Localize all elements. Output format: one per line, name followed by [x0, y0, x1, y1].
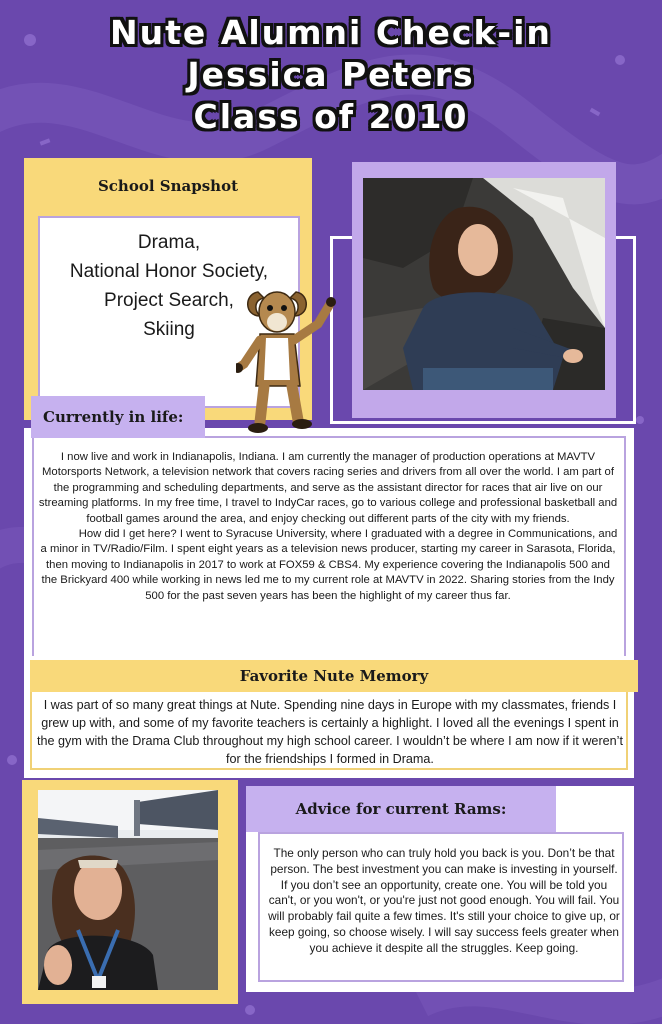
- life-paragraph-1: I now live and work in Indianapolis, Indiana. I am currently the manager of production operations at MAVTV Motorsports Network, a television network that covers racing series and drivers from all over the world. I am part of the programming and scheduling departments, and serve as the assistant director for races that air live on our streaming platforms. In my free time, I travel to IndyCar races, go to various college and professional basketball and football games around the area, and enjoy checking out different parts of the city with my friends.: [38, 451, 618, 525]
- title-line-class: Class of 2010: [193, 97, 469, 136]
- snapshot-item: Skiing: [143, 319, 195, 340]
- favorite-memory-text: I was part of so many great things at Nute. Spending nine days in Europe with my classmates, friends I grew up with, and some of my favorite teachers is certainly a highlight. I loved all the evenings I spent in the gym with the Drama Club throughout my high school career. I wouldn’t be where I am now if it weren’t for the friendships I formed in Drama.: [37, 698, 623, 766]
- ram-mascot-image: [236, 282, 340, 434]
- title-line-heading: Nute Alumni Check-in: [110, 13, 552, 52]
- portrait-photo: [363, 178, 605, 390]
- snapshot-item: Project Search,: [104, 290, 234, 311]
- portrait-photo-frame: [352, 162, 616, 418]
- speedway-selfie-photo: [38, 790, 218, 990]
- title-line-name: Jessica Peters: [187, 55, 475, 94]
- life-paragraph-2: How did I get here? I went to Syracuse University, where I graduated with a degree in Communications, and a minor in TV/Radio/Film. I spent eight years as a television news producer, starting my career in Sarasota, Florida, then moving to Indianapolis in 2017 to work at FOX59 & CBS4. My experience covering the Indianapolis 500 and the Brickyard 400 while working in news led me to my current role at MAVTV in 2022. Sharing stories from the Indy 500 for the past seven years has been the highlight of my career thus far.: [40, 528, 618, 602]
- school-snapshot-header: School Snapshot: [97, 177, 239, 195]
- favorite-memory-header: Favorite Nute Memory: [30, 660, 638, 692]
- snapshot-item: Drama,: [137, 232, 201, 253]
- page-title: [0, 12, 662, 138]
- advice-header: Advice for current Rams:: [246, 786, 556, 832]
- currently-in-life-panel: [24, 428, 634, 666]
- speedway-photo-frame: [22, 780, 238, 1004]
- advice-text: The only person who can truly hold you back is you. Don’t be that person. The best investment you can make is investing in yourself. If you don’t see an opportunity, create one. You will be told you can't, or you won't, or you're just not good enough. You will fail. You will probably fail quite a few times. It's still your choice to give up, or keep going, so choose wisely. I will say success feels greater when you achieve it despite all the struggles. Keep going.: [268, 846, 620, 955]
- snapshot-item: National Honor Society,: [69, 261, 269, 282]
- currently-in-life-text: [38, 450, 618, 604]
- currently-in-life-header: Currently in life:: [31, 396, 205, 438]
